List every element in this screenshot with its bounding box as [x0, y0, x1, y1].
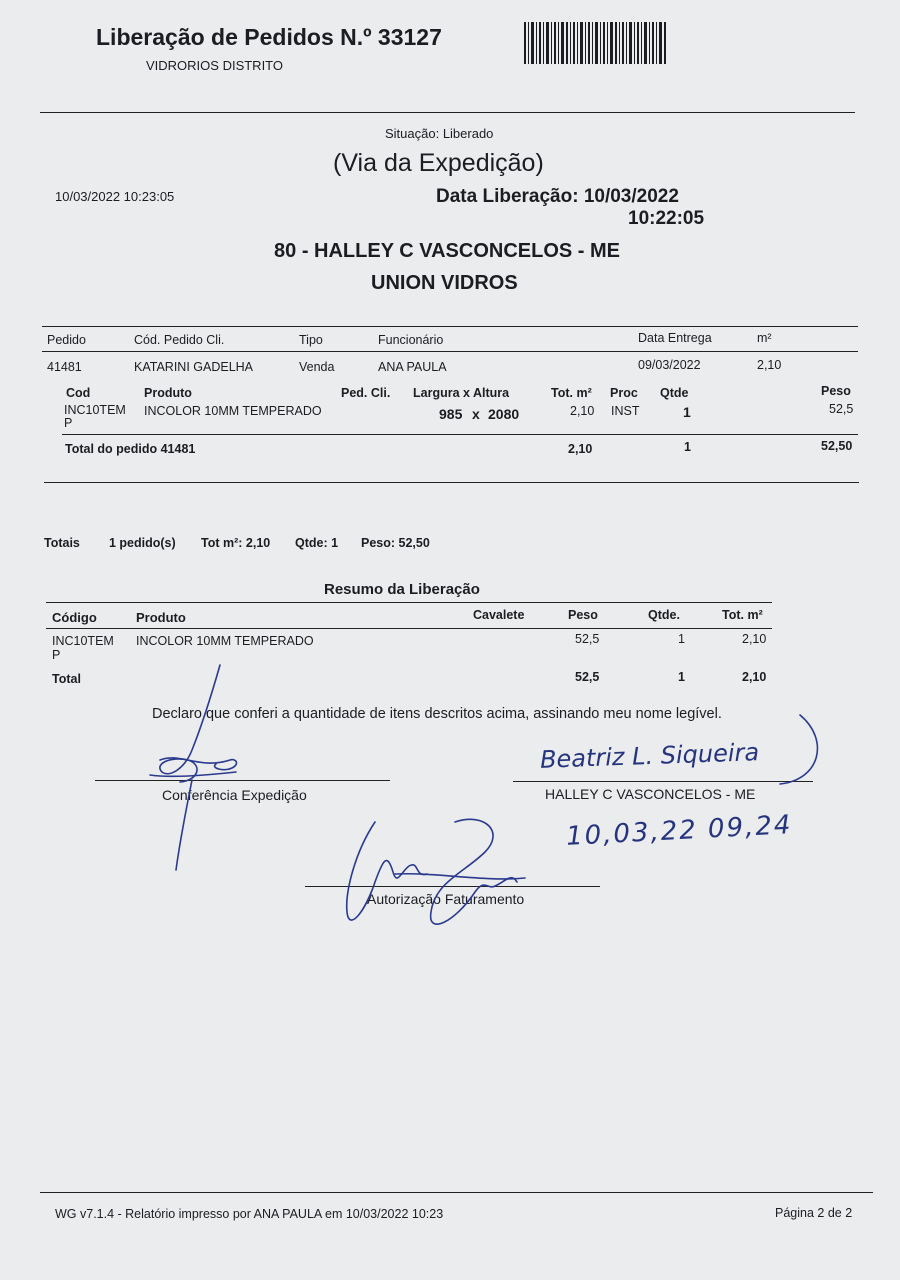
client-signature-label: HALLEY C VASCONCELOS - ME [545, 786, 756, 802]
col-m2: m² [757, 331, 772, 345]
summary-col-tot-m2: Tot. m² [722, 608, 763, 622]
order-total-qtde: 1 [684, 440, 691, 454]
footer-print-info: WG v7.1.4 - Relatório impresso por ANA PAULA em 10/03/2022 10:23 [55, 1207, 444, 1221]
situation-status: Situação: Liberado [385, 126, 494, 141]
order-total-label: Total do pedido 41481 [65, 442, 196, 456]
col-funcionario: Funcionário [378, 333, 444, 347]
order-total-peso: 52,50 [821, 439, 853, 453]
item-peso: 52,5 [829, 402, 854, 416]
item-produto: INCOLOR 10MM TEMPERADO [144, 404, 322, 418]
item-x: x [472, 406, 480, 422]
summary-produto: INCOLOR 10MM TEMPERADO [136, 634, 314, 648]
order-header-divider [42, 351, 858, 352]
order-table-top-border [42, 326, 858, 327]
order-funcionario: ANA PAULA [378, 360, 447, 374]
client-signature-flourish [760, 710, 830, 790]
col-ped-cli: Ped. Cli. [341, 386, 391, 400]
summary-total-qtde: 1 [678, 670, 685, 684]
item-cod [64, 404, 126, 430]
summary-codigo [52, 634, 114, 662]
summary-total-peso: 52,5 [575, 670, 600, 684]
summary-qtde: 1 [678, 632, 685, 646]
col-cod: Cod [66, 386, 91, 400]
item-tot-m2: 2,10 [570, 404, 595, 418]
summary-total-tot-m2: 2,10 [742, 670, 767, 684]
item-cod-line2: P [64, 416, 73, 430]
order-m2: 2,10 [757, 358, 782, 372]
summary-col-produto: Produto [136, 610, 186, 625]
order-pedido: 41481 [47, 360, 82, 374]
item-altura: 2080 [488, 406, 520, 422]
client-trade-name: UNION VIDROS [371, 272, 518, 294]
client-name-text: 80 - HALLEY C VASCONCELOS - ME [274, 240, 620, 262]
summary-tot-m2: 2,10 [742, 632, 767, 646]
summary-col-qtde: Qtde. [648, 608, 680, 622]
summary-header-divider [46, 628, 772, 629]
summary-col-peso: Peso [568, 608, 598, 622]
barcode [524, 22, 666, 64]
col-tipo: Tipo [299, 333, 323, 347]
item-total-divider [62, 434, 858, 435]
col-data-entrega: Data Entrega [638, 331, 712, 345]
document-title: Liberação de Pedidos N.º 33127 [96, 24, 442, 50]
header-divider [40, 112, 855, 113]
handwritten-client-name: Beatriz L. Siqueira [539, 738, 760, 774]
totals-qtde: Qtde: 1 [295, 536, 339, 550]
footer-divider [40, 1192, 873, 1193]
col-cod-pedido-cli: Cód. Pedido Cli. [134, 333, 225, 347]
order-table-bottom-border [44, 482, 859, 483]
item-proc: INST [611, 404, 640, 418]
summary-codigo-line1: INC10TEM [52, 634, 114, 648]
order-tipo: Venda [299, 360, 335, 374]
totals-pedidos: 1 pedido(s) [109, 536, 176, 550]
autorizacao-label: Autorização Faturamento [367, 891, 525, 907]
totals-m2: Tot m²: 2,10 [201, 536, 271, 550]
client-name [0, 240, 900, 263]
col-produto: Produto [144, 386, 192, 400]
summary-title: Resumo da Liberação [324, 581, 480, 598]
col-peso: Peso [821, 384, 851, 398]
totals-label: Totais [44, 536, 80, 550]
item-largura: 985 [439, 406, 463, 422]
handwritten-date: 10,03,22 09,24 [565, 810, 794, 852]
via-label: (Via da Expedição) [333, 149, 544, 177]
conferencia-signature-scribble [140, 660, 260, 880]
totals-peso: Peso: 52,50 [361, 536, 430, 550]
col-qtde: Qtde [660, 386, 689, 400]
summary-peso: 52,5 [575, 632, 600, 646]
col-proc: Proc [610, 386, 638, 400]
conferencia-label: Conferência Expedição [162, 787, 307, 803]
summary-col-cavalete: Cavalete [473, 608, 525, 622]
col-tot-m2: Tot. m² [551, 386, 592, 400]
summary-col-codigo: Código [52, 610, 97, 625]
autorizacao-signature-scribble [335, 812, 535, 942]
item-qtde: 1 [683, 404, 691, 420]
summary-codigo-line2: P [52, 648, 61, 662]
company-name: VIDRORIOS DISTRITO [146, 58, 283, 73]
summary-top-border [46, 602, 772, 603]
printed-timestamp: 10/03/2022 10:23:05 [55, 189, 175, 204]
order-total-m2: 2,10 [568, 442, 593, 456]
item-cod-line1: INC10TEM [64, 403, 126, 417]
order-data-entrega: 09/03/2022 [638, 358, 701, 372]
release-date: Data Liberação: 10/03/2022 [436, 186, 679, 207]
col-pedido: Pedido [47, 333, 86, 347]
footer-page-number: Página 2 de 2 [775, 1206, 853, 1220]
release-time: 10:22:05 [628, 208, 705, 229]
order-cod-pedido-cli: KATARINI GADELHA [134, 360, 254, 374]
summary-total-label: Total [52, 672, 81, 686]
declaration-text: Declaro que conferi a quantidade de itens descritos acima, assinando meu nome legível. [152, 706, 722, 722]
col-largura-altura: Largura x Altura [413, 386, 510, 400]
